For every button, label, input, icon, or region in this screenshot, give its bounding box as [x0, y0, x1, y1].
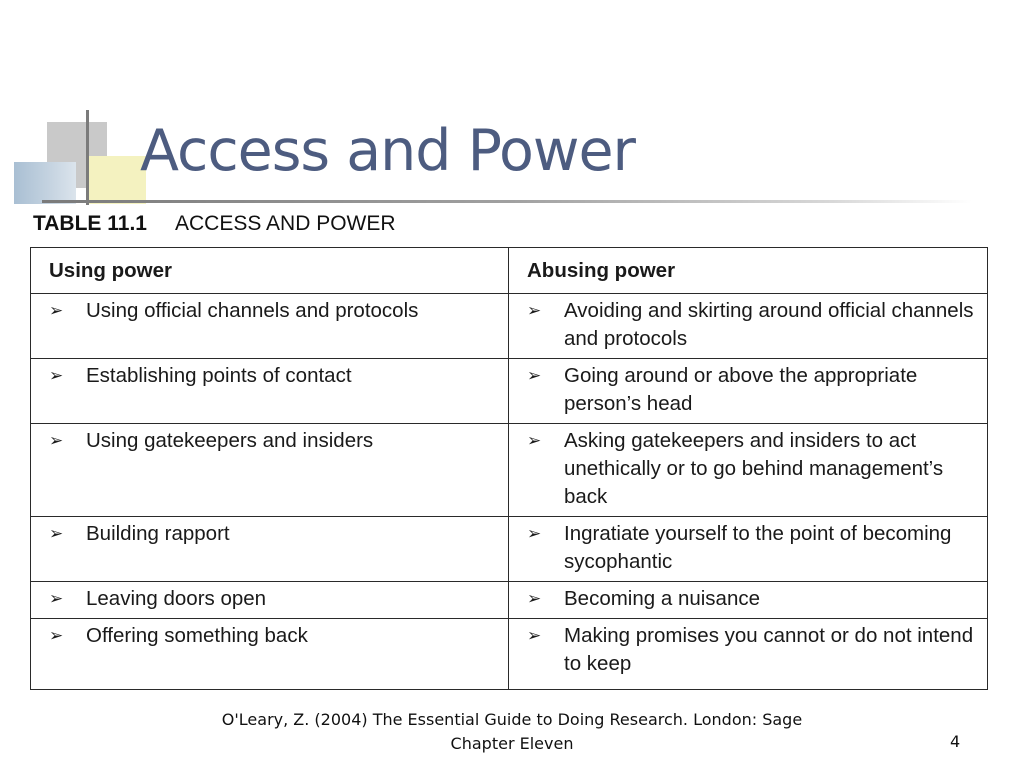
- cell-text: Making promises you cannot or do not intend to keep: [564, 624, 974, 675]
- cell-text: Becoming a nuisance: [564, 587, 761, 610]
- bullet-arrow-icon: ➢: [49, 589, 64, 608]
- decorative-blue-square: [14, 162, 76, 204]
- bullet-arrow-icon: ➢: [49, 524, 64, 543]
- table-header-row: [31, 248, 988, 294]
- bullet-arrow-icon: ➢: [49, 626, 64, 645]
- decorative-vertical-line: [86, 110, 89, 205]
- table-row: [31, 294, 988, 359]
- table-cell: [509, 359, 988, 424]
- table-caption-text: ACCESS AND POWER: [174, 212, 396, 235]
- bullet-arrow-icon: ➢: [527, 626, 542, 645]
- table-cell: [31, 424, 509, 517]
- cell-text: Using gatekeepers and insiders: [86, 429, 374, 452]
- decorative-yellow-square: [86, 156, 146, 204]
- slide-footer: [0, 708, 1024, 756]
- table-cell: [31, 294, 509, 359]
- bullet-arrow-icon: ➢: [527, 524, 542, 543]
- table-number: TABLE 11.1: [33, 212, 147, 235]
- cell-text: Using official channels and protocols: [86, 299, 419, 322]
- bullet-arrow-icon: ➢: [527, 589, 542, 608]
- page-number: 4: [950, 732, 961, 751]
- cell-text: Leaving doors open: [86, 587, 267, 610]
- table-cell: [509, 582, 988, 619]
- table-row: [31, 619, 988, 690]
- slide-title: Access and Power: [140, 118, 635, 184]
- access-power-table: [30, 247, 988, 690]
- bullet-arrow-icon: ➢: [527, 301, 542, 320]
- bullet-arrow-icon: ➢: [49, 366, 64, 385]
- table-cell: [509, 424, 988, 517]
- table-caption: [33, 212, 396, 236]
- column-header-using-power: Using power: [31, 248, 509, 294]
- table-row: [31, 517, 988, 582]
- cell-text: Ingratiate yourself to the point of becoming sycophantic: [564, 522, 952, 573]
- table-cell: [509, 517, 988, 582]
- cell-text: Establishing points of contact: [86, 364, 352, 387]
- cell-text: Asking gatekeepers and insiders to act unethically or to go behind management’s back: [564, 429, 944, 508]
- title-divider-line: [42, 200, 972, 203]
- bullet-arrow-icon: ➢: [527, 366, 542, 385]
- cell-text: Avoiding and skirting around official channels and protocols: [564, 299, 974, 350]
- footer-chapter: Chapter Eleven: [450, 734, 574, 753]
- cell-text: Going around or above the appropriate person’s head: [564, 364, 918, 415]
- cell-text: Building rapport: [86, 522, 230, 545]
- footer-citation: O'Leary, Z. (2004) The Essential Guide to Doing Research. London: Sage: [221, 710, 803, 729]
- table-cell: [31, 517, 509, 582]
- table-row: [31, 424, 988, 517]
- table-cell: [31, 582, 509, 619]
- table-row: [31, 359, 988, 424]
- cell-text: Offering something back: [86, 624, 308, 647]
- bullet-arrow-icon: ➢: [49, 301, 64, 320]
- table-row: [31, 582, 988, 619]
- bullet-arrow-icon: ➢: [49, 431, 64, 450]
- bullet-arrow-icon: ➢: [527, 431, 542, 450]
- table-cell: [31, 359, 509, 424]
- table-cell: [509, 619, 988, 690]
- table-cell: [509, 294, 988, 359]
- table-cell: [31, 619, 509, 690]
- column-header-abusing-power: Abusing power: [509, 248, 988, 294]
